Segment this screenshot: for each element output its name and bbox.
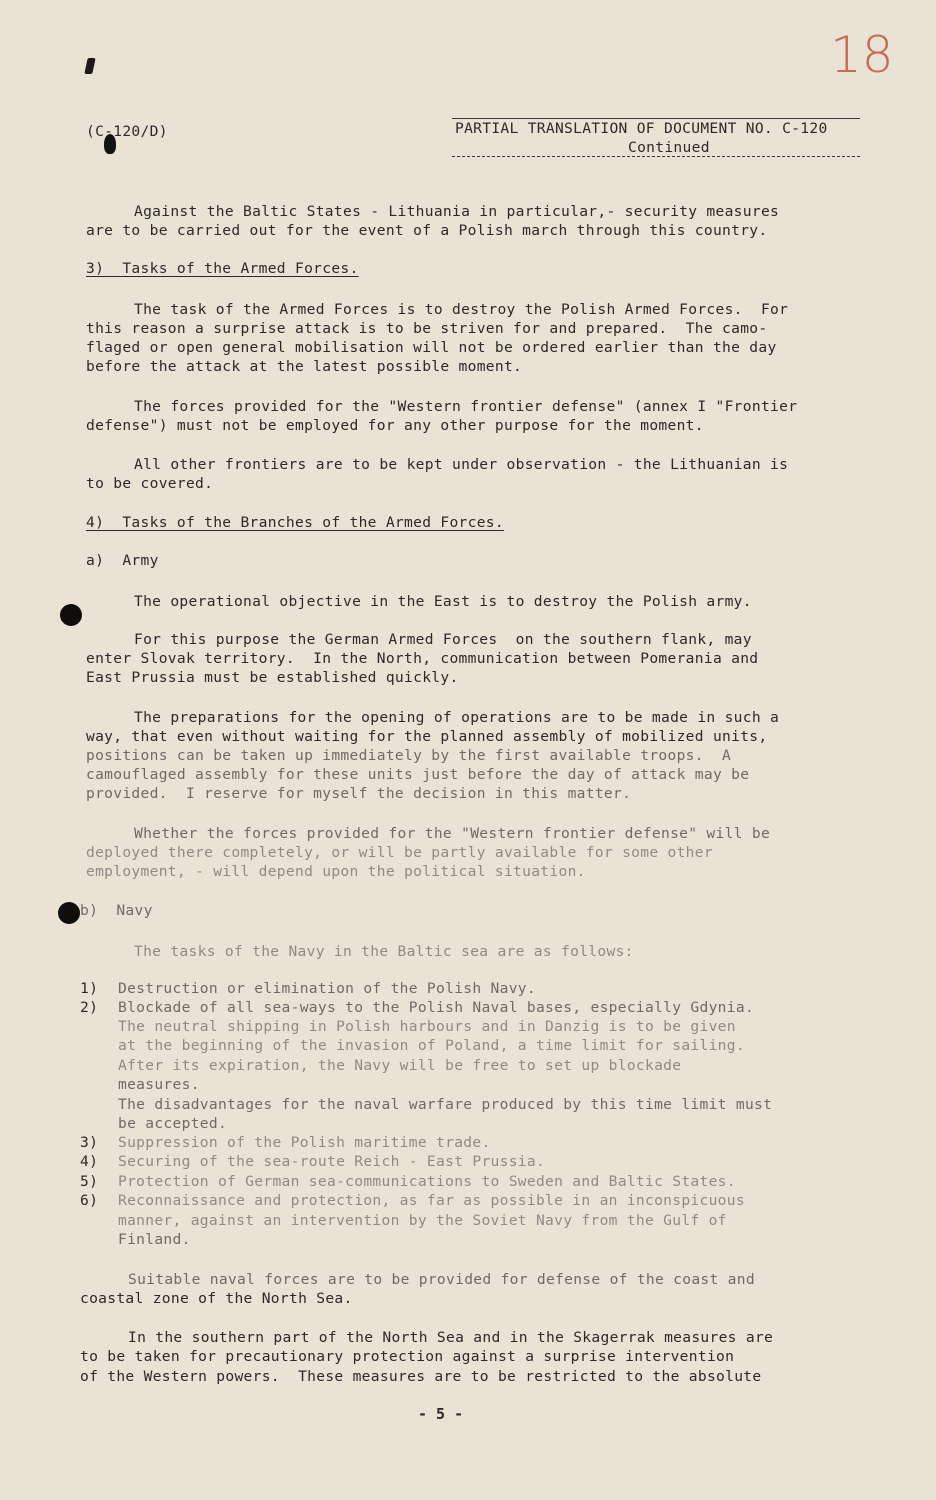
- list-number: 2): [80, 999, 99, 1016]
- body-line: defense") must not be employed for any other purpose for the moment.: [86, 417, 704, 434]
- list-item: Protection of German sea-communications to Sweden and Baltic States.: [118, 1173, 736, 1190]
- body-line: way, that even without waiting for the planned assembly of mobilized units,: [86, 728, 768, 745]
- punch-hole: [60, 604, 82, 626]
- body-line: deployed there completely, or will be partly available for some other: [86, 844, 713, 861]
- body-line: The operational objective in the East is to destroy the Polish army.: [134, 593, 752, 610]
- body-line: enter Slovak territory. In the North, communication between Pomerania and: [86, 650, 759, 667]
- body-line: East Prussia must be established quickly.: [86, 669, 459, 686]
- document-subtitle: Continued: [628, 139, 710, 156]
- body-line: before the attack at the latest possible moment.: [86, 358, 523, 375]
- list-item-continued: manner, against an intervention by the Soviet Navy from the Gulf of: [118, 1212, 727, 1229]
- list-item-continued: The neutral shipping in Polish harbours and in Danzig is to be given: [118, 1018, 736, 1035]
- list-item-continued: Finland.: [118, 1231, 191, 1248]
- handwritten-page-number: 18: [830, 26, 894, 84]
- title-rule-bottom: [452, 156, 860, 157]
- body-line: In the southern part of the North Sea and in the Skagerrak measures are: [128, 1329, 774, 1346]
- punch-hole: [58, 902, 80, 924]
- section-heading-armed-forces: 3) Tasks of the Armed Forces.: [86, 260, 359, 277]
- list-item: Securing of the sea-route Reich - East Prussia.: [118, 1153, 546, 1170]
- list-item-continued: be accepted.: [118, 1115, 228, 1132]
- list-number: 3): [80, 1134, 99, 1151]
- list-item-continued: After its expiration, the Navy will be free to set up blockade: [118, 1057, 682, 1074]
- document-title: PARTIAL TRANSLATION OF DOCUMENT NO. C-120: [455, 120, 828, 137]
- body-line: The forces provided for the "Western frontier defense" (annex I "Frontier: [134, 398, 798, 415]
- body-line: this reason a surprise attack is to be striven for and prepared. The camo-: [86, 320, 768, 337]
- list-number: 1): [80, 980, 99, 997]
- body-line: provided. I reserve for myself the decision in this matter.: [86, 785, 632, 802]
- body-line: The task of the Armed Forces is to destroy the Polish Armed Forces. For: [134, 301, 789, 318]
- list-item: Suppression of the Polish maritime trade.: [118, 1134, 491, 1151]
- body-line: coastal zone of the North Sea.: [80, 1290, 353, 1307]
- body-line: positions can be taken up immediately by the first available troops. A: [86, 747, 732, 764]
- list-item-continued: measures.: [118, 1076, 200, 1093]
- body-line: Against the Baltic States - Lithuania in particular,- security measures: [134, 203, 780, 220]
- file-reference: (C-120/D): [86, 123, 168, 140]
- list-item-continued: at the beginning of the invasion of Poland, a time limit for sailing.: [118, 1037, 745, 1054]
- body-line: The tasks of the Navy in the Baltic sea are as follows:: [134, 943, 634, 960]
- list-item: Reconnaissance and protection, as far as possible in an inconspicuous: [118, 1192, 745, 1209]
- body-line: Suitable naval forces are to be provided for defense of the coast and: [128, 1271, 755, 1288]
- list-item: Destruction or elimination of the Polish Navy.: [118, 980, 536, 997]
- body-line: For this purpose the German Armed Forces on the southern flank, may: [134, 631, 752, 648]
- body-line: All other frontiers are to be kept under observation - the Lithuanian is: [134, 456, 789, 473]
- body-line: camouflaged assembly for these units just before the day of attack may be: [86, 766, 750, 783]
- body-line: of the Western powers. These measures are to be restricted to the absolute: [80, 1368, 762, 1385]
- page-number: - 5 -: [418, 1405, 464, 1423]
- body-line: The preparations for the opening of operations are to be made in such a: [134, 709, 780, 726]
- body-line: are to be carried out for the event of a Polish march through this country.: [86, 222, 768, 239]
- list-number: 6): [80, 1192, 99, 1209]
- section-heading-branches: 4) Tasks of the Branches of the Armed Forces.: [86, 514, 504, 531]
- body-line: flaged or open general mobilisation will not be ordered earlier than the day: [86, 339, 777, 356]
- ink-mark-top: [84, 58, 95, 74]
- list-item: Blockade of all sea-ways to the Polish Naval bases, especially Gdynia.: [118, 999, 755, 1016]
- body-line: to be taken for precautionary protection against a surprise intervention: [80, 1348, 735, 1365]
- subsection-heading-army: a) Army: [86, 552, 159, 569]
- body-line: to be covered.: [86, 475, 214, 492]
- list-number: 5): [80, 1173, 99, 1190]
- body-line: Whether the forces provided for the "Western frontier defense" will be: [134, 825, 771, 842]
- list-item-continued: The disadvantages for the naval warfare produced by this time limit must: [118, 1096, 773, 1113]
- list-number: 4): [80, 1153, 99, 1170]
- body-line: employment, - will depend upon the political situation.: [86, 863, 586, 880]
- subsection-heading-navy: b) Navy: [80, 902, 153, 919]
